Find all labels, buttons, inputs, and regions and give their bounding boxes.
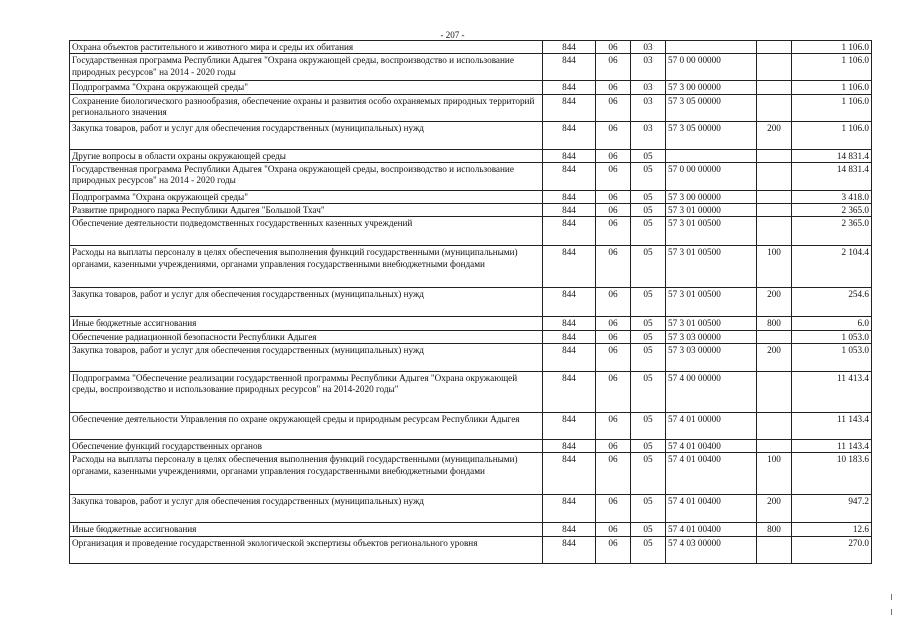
row-target-article-cell: 57 3 00 00000 bbox=[666, 190, 757, 203]
row-target-article-cell: 57 3 01 00500 bbox=[666, 217, 757, 246]
row-subsection-cell: 05 bbox=[631, 204, 666, 217]
row-section-cell: 06 bbox=[596, 344, 631, 372]
row-amount-cell: 270.0 bbox=[792, 536, 872, 563]
table-row bbox=[70, 344, 872, 372]
table-row bbox=[70, 317, 872, 330]
row-target-article-cell: 57 0 00 00000 bbox=[666, 162, 757, 190]
budget-table bbox=[69, 40, 872, 564]
row-name-cell: Закупка товаров, работ и услуг для обеспечения государственных (муниципальных) нужд bbox=[70, 344, 543, 372]
row-amount-cell: 1 053.0 bbox=[792, 330, 872, 343]
row-subsection-cell: 05 bbox=[631, 372, 666, 413]
row-amount-cell: 2 365.0 bbox=[792, 217, 872, 246]
row-section-cell: 06 bbox=[596, 372, 631, 413]
row-amount-cell: 254.6 bbox=[792, 288, 872, 317]
table-row bbox=[70, 523, 872, 536]
row-expense-type-cell: 100 bbox=[757, 246, 792, 288]
row-subsection-cell: 05 bbox=[631, 344, 666, 372]
row-name-cell: Государственная программа Республики Адыгея "Охрана окружающей среды, воспроизводство и использование природных ресурсов" на 2014 - 2020 годы bbox=[70, 162, 543, 190]
row-subsection-cell: 03 bbox=[631, 94, 666, 121]
row-target-article-cell: 57 4 01 00400 bbox=[666, 453, 757, 495]
table-row bbox=[70, 440, 872, 453]
row-subsection-cell: 03 bbox=[631, 41, 666, 54]
row-target-article-cell: 57 3 01 00000 bbox=[666, 204, 757, 217]
row-expense-type-cell bbox=[757, 149, 792, 162]
row-amount-cell: 12.6 bbox=[792, 523, 872, 536]
row-name-cell: Обеспечение деятельности подведомственных государственных казенных учреждений bbox=[70, 217, 543, 246]
row-code-cell: 844 bbox=[543, 317, 596, 330]
row-name-cell: Организация и проведение государственной экологической экспертизы объектов регионального уровня bbox=[70, 536, 543, 563]
row-expense-type-cell bbox=[757, 440, 792, 453]
row-expense-type-cell bbox=[757, 536, 792, 563]
row-target-article-cell: 57 4 01 00400 bbox=[666, 495, 757, 523]
row-subsection-cell: 05 bbox=[631, 317, 666, 330]
row-amount-cell: 11 143.4 bbox=[792, 413, 872, 440]
row-expense-type-cell: 200 bbox=[757, 495, 792, 523]
row-expense-type-cell bbox=[757, 204, 792, 217]
row-name-cell: Государственная программа Республики Адыгея "Охрана окружающей среды, воспроизводство и использование природных ресурсов" на 2014 - 2020 годы bbox=[70, 54, 543, 81]
row-code-cell: 844 bbox=[543, 54, 596, 81]
row-name-cell: Закупка товаров, работ и услуг для обеспечения государственных (муниципальных) нужд bbox=[70, 495, 543, 523]
table-row bbox=[70, 121, 872, 149]
row-code-cell: 844 bbox=[543, 81, 596, 94]
row-section-cell: 06 bbox=[596, 453, 631, 495]
row-amount-cell: 1 106.0 bbox=[792, 121, 872, 149]
scan-mark bbox=[891, 594, 892, 600]
table-row bbox=[70, 413, 872, 440]
row-section-cell: 06 bbox=[596, 217, 631, 246]
row-target-article-cell bbox=[666, 149, 757, 162]
row-subsection-cell: 05 bbox=[631, 536, 666, 563]
row-expense-type-cell bbox=[757, 372, 792, 413]
row-expense-type-cell bbox=[757, 162, 792, 190]
row-name-cell: Расходы на выплаты персоналу в целях обеспечения выполнения функций государственными (муниципальными) органами, казенными учреждениями, органами управления государственными внебюджетными фондами bbox=[70, 453, 543, 495]
row-amount-cell: 1 106.0 bbox=[792, 94, 872, 121]
table-row bbox=[70, 204, 872, 217]
row-subsection-cell: 05 bbox=[631, 190, 666, 203]
row-section-cell: 06 bbox=[596, 317, 631, 330]
row-target-article-cell: 57 3 05 00000 bbox=[666, 94, 757, 121]
row-subsection-cell: 05 bbox=[631, 440, 666, 453]
row-section-cell: 06 bbox=[596, 523, 631, 536]
table-row bbox=[70, 149, 872, 162]
row-expense-type-cell: 200 bbox=[757, 288, 792, 317]
row-name-cell: Подпрограмма "Охрана окружающей среды" bbox=[70, 190, 543, 203]
row-name-cell: Иные бюджетные ассигнования bbox=[70, 317, 543, 330]
row-code-cell: 844 bbox=[543, 162, 596, 190]
page-number: - 207 - bbox=[440, 30, 465, 40]
row-section-cell: 06 bbox=[596, 121, 631, 149]
table-row bbox=[70, 288, 872, 317]
row-amount-cell: 14 831.4 bbox=[792, 149, 872, 162]
row-target-article-cell: 57 3 03 00000 bbox=[666, 344, 757, 372]
row-section-cell: 06 bbox=[596, 41, 631, 54]
row-subsection-cell: 05 bbox=[631, 453, 666, 495]
row-expense-type-cell: 200 bbox=[757, 121, 792, 149]
row-code-cell: 844 bbox=[543, 372, 596, 413]
row-amount-cell: 11 143.4 bbox=[792, 440, 872, 453]
row-expense-type-cell bbox=[757, 94, 792, 121]
row-target-article-cell: 57 4 00 00000 bbox=[666, 372, 757, 413]
scan-mark bbox=[891, 609, 892, 615]
row-expense-type-cell bbox=[757, 413, 792, 440]
row-code-cell: 844 bbox=[543, 495, 596, 523]
row-amount-cell: 11 413.4 bbox=[792, 372, 872, 413]
table-row bbox=[70, 246, 872, 288]
row-subsection-cell: 05 bbox=[631, 330, 666, 343]
row-code-cell: 844 bbox=[543, 94, 596, 121]
row-subsection-cell: 03 bbox=[631, 81, 666, 94]
table-row bbox=[70, 41, 872, 54]
row-section-cell: 06 bbox=[596, 81, 631, 94]
row-name-cell: Расходы на выплаты персоналу в целях обеспечения выполнения функций государственными (муниципальными) органами, казенными учреждениями, органами управления государственными внебюджетными фондами bbox=[70, 246, 543, 288]
row-section-cell: 06 bbox=[596, 536, 631, 563]
row-expense-type-cell: 800 bbox=[757, 317, 792, 330]
row-name-cell: Закупка товаров, работ и услуг для обеспечения государственных (муниципальных) нужд bbox=[70, 288, 543, 317]
row-code-cell: 844 bbox=[543, 536, 596, 563]
row-code-cell: 844 bbox=[543, 204, 596, 217]
row-name-cell: Подпрограмма "Охрана окружающей среды" bbox=[70, 81, 543, 94]
row-amount-cell: 1 106.0 bbox=[792, 81, 872, 94]
row-expense-type-cell bbox=[757, 54, 792, 81]
row-subsection-cell: 03 bbox=[631, 121, 666, 149]
row-subsection-cell: 03 bbox=[631, 54, 666, 81]
row-target-article-cell bbox=[666, 41, 757, 54]
row-section-cell: 06 bbox=[596, 246, 631, 288]
row-target-article-cell: 57 3 01 00500 bbox=[666, 317, 757, 330]
row-name-cell: Закупка товаров, работ и услуг для обеспечения государственных (муниципальных) нужд bbox=[70, 121, 543, 149]
row-expense-type-cell: 800 bbox=[757, 523, 792, 536]
row-section-cell: 06 bbox=[596, 190, 631, 203]
budget-table-body bbox=[70, 41, 872, 564]
row-target-article-cell: 57 3 01 00500 bbox=[666, 288, 757, 317]
row-target-article-cell: 57 4 03 00000 bbox=[666, 536, 757, 563]
row-section-cell: 06 bbox=[596, 288, 631, 317]
row-target-article-cell: 57 4 01 00400 bbox=[666, 523, 757, 536]
row-name-cell: Сохранение биологического разнообразия, обеспечение охраны и развития особо охраняемых природных территорий регионального значения bbox=[70, 94, 543, 121]
row-section-cell: 06 bbox=[596, 440, 631, 453]
row-subsection-cell: 05 bbox=[631, 495, 666, 523]
row-code-cell: 844 bbox=[543, 190, 596, 203]
row-target-article-cell: 57 3 05 00000 bbox=[666, 121, 757, 149]
row-section-cell: 06 bbox=[596, 495, 631, 523]
row-name-cell: Другие вопросы в области охраны окружающей среды bbox=[70, 149, 543, 162]
row-target-article-cell: 57 4 01 00400 bbox=[666, 440, 757, 453]
row-expense-type-cell bbox=[757, 81, 792, 94]
row-name-cell: Развитие природного парка Республики Адыгея "Большой Тхач" bbox=[70, 204, 543, 217]
row-amount-cell: 6.0 bbox=[792, 317, 872, 330]
row-name-cell: Охрана объектов растительного и животного мира и среды их обитания bbox=[70, 41, 543, 54]
row-section-cell: 06 bbox=[596, 149, 631, 162]
table-row bbox=[70, 162, 872, 190]
row-expense-type-cell bbox=[757, 330, 792, 343]
row-expense-type-cell bbox=[757, 190, 792, 203]
row-code-cell: 844 bbox=[543, 440, 596, 453]
row-name-cell: Обеспечение функций государственных органов bbox=[70, 440, 543, 453]
row-name-cell: Иные бюджетные ассигнования bbox=[70, 523, 543, 536]
row-subsection-cell: 05 bbox=[631, 288, 666, 317]
row-code-cell: 844 bbox=[543, 413, 596, 440]
row-code-cell: 844 bbox=[543, 344, 596, 372]
row-target-article-cell: 57 4 01 00000 bbox=[666, 413, 757, 440]
row-target-article-cell: 57 3 03 00000 bbox=[666, 330, 757, 343]
row-subsection-cell: 05 bbox=[631, 413, 666, 440]
row-name-cell: Обеспечение радиационной безопасности Республики Адыгея bbox=[70, 330, 543, 343]
row-amount-cell: 2 365.0 bbox=[792, 204, 872, 217]
table-row bbox=[70, 372, 872, 413]
row-name-cell: Подпрограмма "Обеспечение реализации государственной программы Республики Адыгея "Охрана окружающей среды, воспроизводство и использование природных ресурсов" на 2014-2020 годы" bbox=[70, 372, 543, 413]
table-row bbox=[70, 536, 872, 563]
row-code-cell: 844 bbox=[543, 149, 596, 162]
row-subsection-cell: 05 bbox=[631, 149, 666, 162]
table-row bbox=[70, 81, 872, 94]
table-row bbox=[70, 190, 872, 203]
row-code-cell: 844 bbox=[543, 330, 596, 343]
row-code-cell: 844 bbox=[543, 453, 596, 495]
table-row bbox=[70, 330, 872, 343]
table-row bbox=[70, 94, 872, 121]
row-section-cell: 06 bbox=[596, 204, 631, 217]
row-section-cell: 06 bbox=[596, 413, 631, 440]
row-code-cell: 844 bbox=[543, 288, 596, 317]
row-section-cell: 06 bbox=[596, 94, 631, 121]
table-row bbox=[70, 453, 872, 495]
row-section-cell: 06 bbox=[596, 162, 631, 190]
row-amount-cell: 2 104.4 bbox=[792, 246, 872, 288]
row-expense-type-cell: 200 bbox=[757, 344, 792, 372]
row-amount-cell: 1 106.0 bbox=[792, 54, 872, 81]
row-expense-type-cell bbox=[757, 41, 792, 54]
row-subsection-cell: 05 bbox=[631, 246, 666, 288]
table-row bbox=[70, 54, 872, 81]
row-target-article-cell: 57 0 00 00000 bbox=[666, 54, 757, 81]
row-expense-type-cell bbox=[757, 217, 792, 246]
row-code-cell: 844 bbox=[543, 41, 596, 54]
row-amount-cell: 1 106.0 bbox=[792, 41, 872, 54]
row-code-cell: 844 bbox=[543, 121, 596, 149]
row-amount-cell: 947.2 bbox=[792, 495, 872, 523]
row-section-cell: 06 bbox=[596, 54, 631, 81]
table-row bbox=[70, 495, 872, 523]
row-amount-cell: 10 183.6 bbox=[792, 453, 872, 495]
table-row bbox=[70, 217, 872, 246]
row-section-cell: 06 bbox=[596, 330, 631, 343]
row-target-article-cell: 57 3 00 00000 bbox=[666, 81, 757, 94]
row-subsection-cell: 05 bbox=[631, 523, 666, 536]
row-name-cell: Обеспечение деятельности Управления по охране окружающей среды и природным ресурсам Республики Адыгея bbox=[70, 413, 543, 440]
row-subsection-cell: 05 bbox=[631, 217, 666, 246]
row-subsection-cell: 05 bbox=[631, 162, 666, 190]
row-amount-cell: 3 418.0 bbox=[792, 190, 872, 203]
row-code-cell: 844 bbox=[543, 246, 596, 288]
row-code-cell: 844 bbox=[543, 523, 596, 536]
row-amount-cell: 1 053.0 bbox=[792, 344, 872, 372]
row-target-article-cell: 57 3 01 00500 bbox=[666, 246, 757, 288]
row-expense-type-cell: 100 bbox=[757, 453, 792, 495]
row-code-cell: 844 bbox=[543, 217, 596, 246]
row-amount-cell: 14 831.4 bbox=[792, 162, 872, 190]
